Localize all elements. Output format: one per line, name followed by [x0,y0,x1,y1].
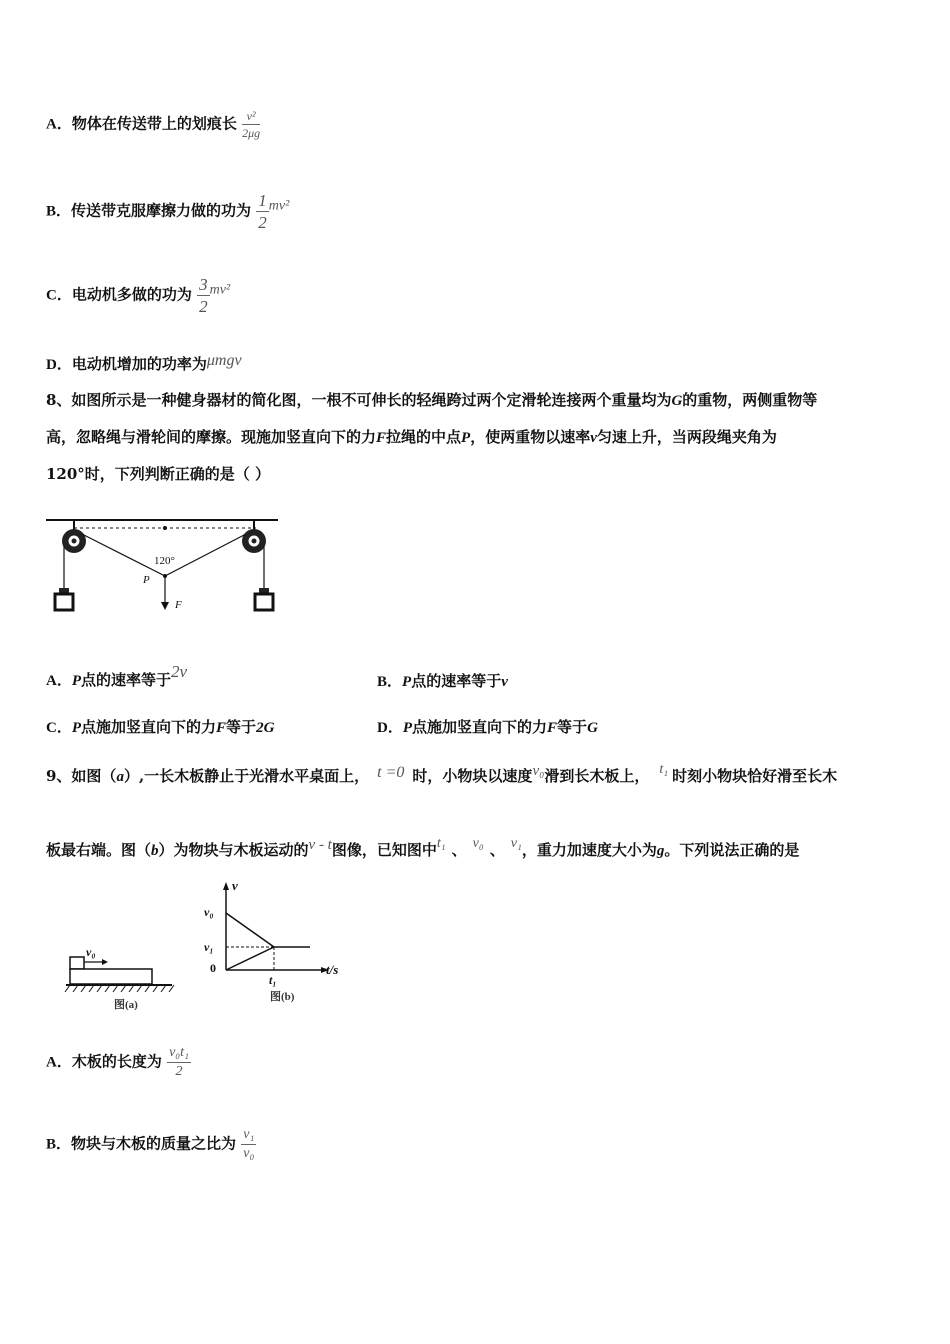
q8-option-d [377,716,598,737]
numerator: 1 [258,191,267,210]
var-g-accel: g [656,843,665,859]
math-expression: v [501,674,508,690]
stem-text: 拉绳的中点 [386,428,462,446]
math-expression: t₁ [436,836,446,851]
stem-text: 8、如图所示是一种健身器材的简化图，一根不可伸长的轻绳跨过两个定滑轮连接两个重量均为 [46,391,672,409]
q8-stem-line-2 [46,426,777,447]
denominator: 2μg [242,126,261,140]
math-expression: mv² [268,198,290,214]
option-label: A． [46,1054,72,1071]
q7-option-b [46,192,289,231]
option-label: D． [377,720,403,736]
q8-option-b [377,670,508,691]
option-label: A． [46,116,72,133]
var-p: P [402,674,412,690]
fraction [256,192,269,231]
var-f: F [216,720,227,736]
denominator: 2 [199,297,208,316]
fraction [241,1128,256,1161]
stem-text: 的重物，两侧重物等 [682,391,818,409]
var-p: P [402,720,413,736]
rope-left [82,534,165,576]
stem-text: ）,一长木板静止于光滑水平桌面上， [123,767,370,785]
var-f: F [376,430,387,446]
q9-figure-b [198,876,353,1008]
t-axis-label: t/s [326,962,339,977]
q9-stem-line-2 [46,836,799,860]
numerator: v² [242,110,260,125]
block-line [226,913,274,947]
separator: 、 [489,841,505,859]
rope-right [165,534,246,576]
v0-tick-label: v₀ [204,905,214,919]
v-axis-label: v [232,878,238,893]
denominator: 2 [175,1064,183,1079]
var-v: v [590,430,597,446]
math-expression: 2v [171,662,188,681]
option-text: 木板的长度为 [71,1052,162,1071]
option-text: 点施加竖直向下的力 [412,718,548,736]
stem-text: 图像，已知图中 [331,841,437,859]
numerator: v₀t₁ [167,1046,191,1063]
stem-text: ，重力加速度大小为 [521,841,657,859]
angle-label: 120° [154,555,175,567]
stem-text: ）为物块与木板运动的 [158,841,309,859]
option-text: 等于 [226,718,257,736]
option-text: 点的速率等于 [411,672,502,690]
fraction [167,1046,191,1079]
fraction [197,276,210,315]
board-line [226,947,274,970]
v0-label: v₀ [86,945,96,959]
v-axis-arrowhead [223,882,229,890]
table-hatch [65,985,174,992]
numerator: v₁ [241,1128,256,1145]
q8-stem-line-1 [46,389,817,410]
q8-pulley-figure [44,508,284,623]
math-expression: v₀ [532,763,545,779]
q9-figure-a [62,940,180,1015]
var-a: a [116,769,124,785]
stem-text: 120°时，下列判断正确的是（ ） [46,465,271,483]
right-pulley [242,520,266,553]
q9-option-b [46,1128,256,1161]
math-expression: t₁ [659,762,669,777]
q7-option-c [46,276,230,315]
left-weight [55,588,73,610]
option-text: 物块与木板的质量之比为 [71,1134,237,1153]
option-text: 点施加竖直向下的力 [81,718,217,736]
right-weight [255,588,273,610]
v1-tick-label: v₁ [204,940,214,954]
option-label: A． [46,673,72,689]
option-text: 传送带克服摩擦力做的功为 [71,201,252,220]
q8-stem-line-3 [46,463,270,484]
fraction [242,110,260,139]
math-expression: mv² [209,282,231,298]
option-text: 物体在传送带上的划痕长 [71,114,237,133]
stem-text: 板最右端。图（ [46,841,152,859]
math-expression: v₁ [510,836,522,851]
stem-text: 高，忽略绳与滑轮间的摩擦。现施加竖直向下的力 [46,428,377,446]
midpoint-dot [163,526,167,530]
point-label: P [143,574,150,586]
stem-text: 9、如图（ [46,767,117,785]
q7-option-a [46,110,260,139]
caption-b: 图(b) [270,991,295,1003]
q9-stem-line-1 [46,762,837,786]
math-expression: v₀ [472,836,484,851]
math-expression: t =0 [377,764,405,781]
q9-option-a [46,1046,191,1079]
denominator: 2 [258,213,267,232]
t1-tick-label: t₁ [269,973,277,987]
numerator: 3 [199,275,208,294]
separator: 、 [451,841,467,859]
stem-text: 滑到长木板上， [544,767,650,785]
force-label: F [175,599,182,611]
math-expression: μmgv [206,352,242,369]
caption-a: 图(a) [114,999,138,1011]
stem-text: 时，小物块以速度 [412,767,533,785]
math-expression: 2G [256,720,275,736]
small-block [70,957,84,969]
option-label: D． [46,357,72,373]
var-b: b [151,843,159,859]
stem-text: 时刻小物块恰好滑至长木 [672,767,838,785]
var-f: F [547,720,558,736]
var-p: P [71,720,82,736]
stem-text: 匀速上升，当两段绳夹角为 [596,428,777,446]
option-label: C． [46,720,72,736]
origin-label: 0 [210,961,216,975]
stem-text: 。下列说法正确的是 [664,841,800,859]
left-pulley [62,520,86,553]
denominator: v₀ [243,1146,255,1161]
var-p: P [461,430,471,446]
stem-text: ，使两重物以速率 [470,428,591,446]
option-label: B． [46,1136,72,1153]
math-expression: G [587,720,598,736]
option-text: 电动机增加的功率为 [71,355,207,373]
option-label: B． [46,203,72,220]
option-label: C． [46,287,72,304]
option-text: 点的速率等于 [81,671,172,689]
option-label: B． [377,674,403,690]
q8-option-c [46,716,274,737]
long-board [70,969,152,984]
velocity-arrowhead [102,959,108,965]
var-p: P [71,673,82,689]
q8-option-a [46,662,187,690]
option-text: 电动机多做的功为 [71,285,192,304]
option-text: 等于 [557,718,588,736]
force-arrowhead [161,602,169,610]
math-expression: v - t [308,837,332,853]
q7-option-d [46,352,242,374]
var-g: G [671,393,683,409]
